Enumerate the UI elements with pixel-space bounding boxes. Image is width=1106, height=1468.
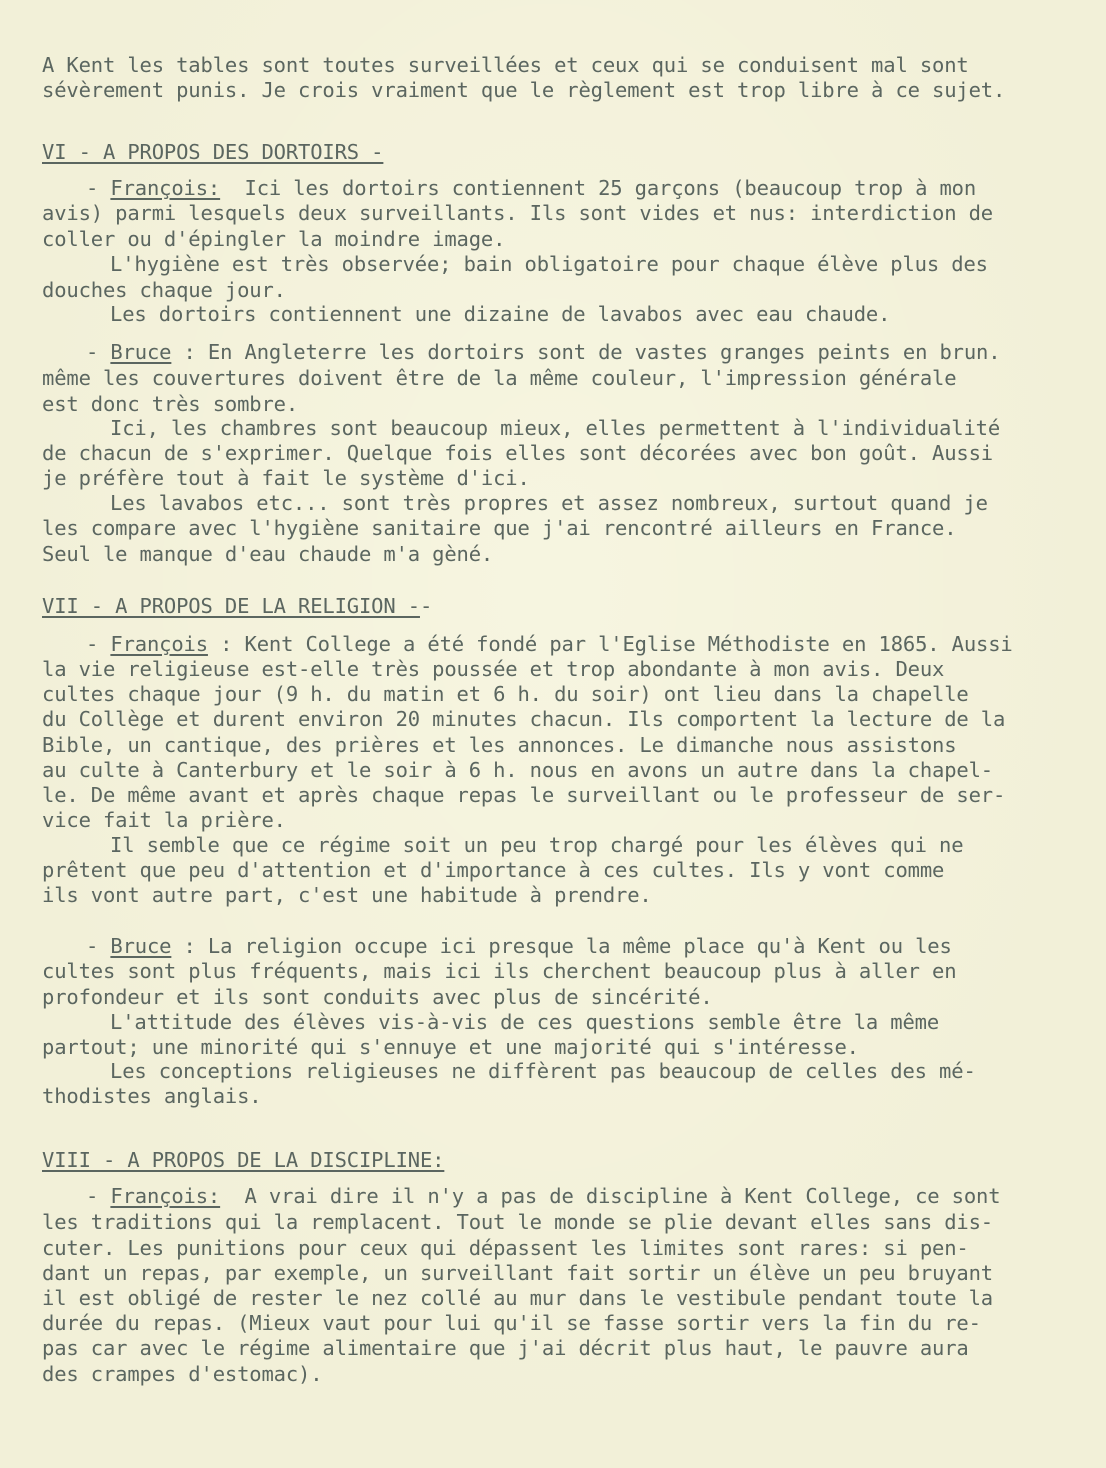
speaker-text: : En Angleterre les dortoirs sont de vastes granges peints en brun. [171,340,1001,364]
text-line: partout; une minorité qui s'ennuye et une majorité qui s'intéresse. [42,1035,859,1059]
text-line: même les couvertures doivent être de la même couleur, l'impression générale [42,366,957,390]
speaker-line [86,934,952,958]
speaker-text: : La religion occupe ici presque la même place qu'à Kent ou les [171,934,952,958]
text-line: Seul le manque d'eau chaude m'a gèné. [42,542,494,566]
speaker-text: : Kent College a été fondé par l'Eglise Méthodiste en 1865. Aussi [207,632,1013,656]
text-line: Les lavabos etc... sont très propres et assez nombreux, surtout quand je [110,491,988,515]
speaker-francois: François: [110,1184,221,1208]
text-line: est donc très sombre. [42,392,299,416]
speaker-bruce: Bruce [110,934,172,958]
text-line: Il semble que ce régime soit un peu trop chargé pour les élèves qui ne [110,833,964,857]
text-line: prêtent que peu d'attention et d'importance à ces cultes. Ils y vont comme [42,858,945,882]
text-line: durée du repas. (Mieux vaut pour lui qu'il se fasse sortir vers la fin du re- [42,1311,981,1335]
text-line: dant un repas, par exemple, un surveillant fait sortir un élève un peu bruyant [42,1261,993,1285]
dash: - [86,934,111,958]
text-line: Les dortoirs contiennent une dizaine de lavabos avec eau chaude. [110,302,891,326]
text-line: thodistes anglais. [42,1084,262,1108]
speaker-bruce: Bruce [110,340,172,364]
dash: - [86,340,111,364]
text-line: sévèrement punis. Je crois vraiment que le règlement est trop libre à ce sujet. [42,78,1006,102]
speaker-line [86,176,976,200]
text-line: Les conceptions religieuses ne diffèrent pas beaucoup de celles des mé- [110,1059,976,1083]
text-line: Ici, les chambres sont beaucoup mieux, elles permettent à l'individualité [110,416,1001,440]
text-line: des crampes d'estomac). [42,1362,323,1386]
speaker-francois: François [110,632,208,656]
text-line: ils vont autre part, c'est une habitude à prendre. [42,883,652,907]
text-line: de chacun de s'exprimer. Quelque fois elles sont décorées avec bon goût. Aussi [42,441,993,465]
text-line: cuter. Les punitions pour ceux qui dépassent les limites sont rares: si pen- [42,1236,969,1260]
text-line: du Collège et durent environ 20 minutes chacun. Ils comportent la lecture de la [42,707,1006,731]
dash: - [86,176,111,200]
speaker-text: A vrai dire il n'y a pas de discipline à Kent College, ce sont [220,1184,1001,1208]
text-line: L'hygiène est très observée; bain obligatoire pour chaque élève plus des [110,252,988,276]
text-line: profondeur et ils sont conduits avec plus de sincérité. [42,985,713,1009]
section-heading-vii [42,594,432,618]
speaker-line [86,1184,1000,1208]
text-line: les traditions qui la remplacent. Tout le monde se plie devant elles sans dis- [42,1210,993,1234]
text-line: cultes chaque jour (9 h. du matin et 6 h. du soir) ont lieu dans la chapelle [42,682,969,706]
section-heading-vi: VI - A PROPOS DES DORTOIRS - [42,140,384,164]
text-line: Bible, un cantique, des prières et les annonces. Le dimanche nous assistons [42,733,957,757]
speaker-line [86,340,1000,364]
text-line: pas car avec le régime alimentaire que j'ai décrit plus haut, le pauvre aura [42,1336,969,1360]
speaker-francois: François: [110,176,221,200]
dash: - [86,1184,111,1208]
text-line: la vie religieuse est-elle très poussée et trop abondante à mon avis. Deux [42,657,945,681]
heading-text: VII - A PROPOS DE LA RELIGION - [42,594,420,618]
heading-tail: - [419,594,433,618]
text-line: A Kent les tables sont toutes surveillées et ceux qui se conduisent mal sont [42,53,969,77]
section-heading-viii: VIII - A PROPOS DE LA DISCIPLINE: [42,1148,445,1172]
text-line: le. De même avant et après chaque repas le surveillant ou le professeur de ser- [42,783,1006,807]
speaker-text: Ici les dortoirs contiennent 25 garçons (beaucoup trop à mon [220,176,977,200]
text-line: cultes sont plus fréquents, mais ici ils cherchent beaucoup plus à aller en [42,959,957,983]
text-line: les compare avec l'hygiène sanitaire que j'ai rencontré ailleurs en France. [42,516,957,540]
text-line: avis) parmi lesquels deux surveillants. Ils sont vides et nus: interdiction de [42,201,993,225]
text-line: douches chaque jour. [42,278,286,302]
text-line: L'attitude des élèves vis-à-vis de ces questions semble être la même [110,1010,940,1034]
text-line: je préfère tout à fait le système d'ici. [42,466,530,490]
text-line: au culte à Canterbury et le soir à 6 h. nous en avons un autre dans la chapel- [42,758,993,782]
text-line: coller ou d'épingler la moindre image. [42,227,506,251]
text-line: vice fait la prière. [42,808,286,832]
text-line: il est obligé de rester le nez collé au mur dans le vestibule pendant toute la [42,1286,993,1310]
dash: - [86,632,111,656]
speaker-line [86,632,1013,656]
